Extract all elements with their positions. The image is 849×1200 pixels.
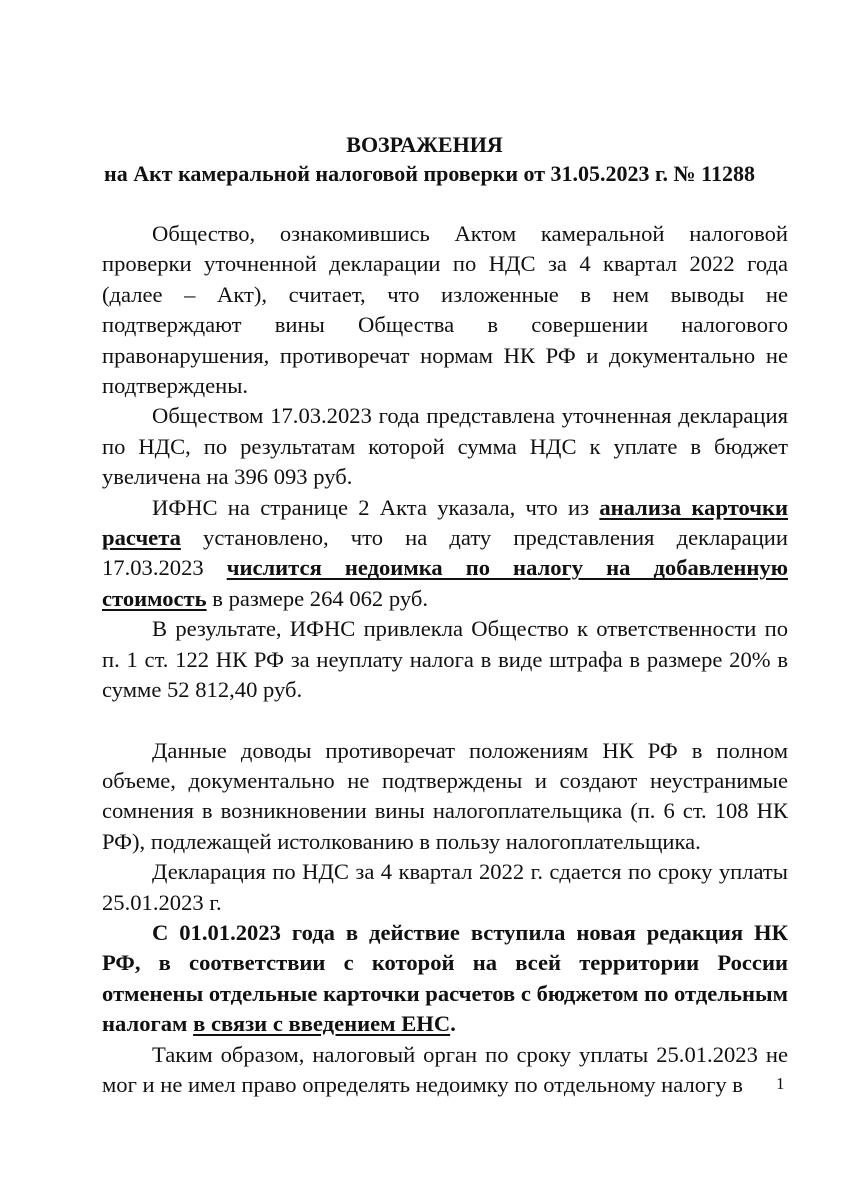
paragraph-7-bold: С 01.01.2023 года в действие вступила новая редакция НК РФ, в соответствии с которой на всей территории России отменены отдельные карточки расчетов с бюджетом по отдельным налогам [102,919,788,1037]
paragraph-3-text-c: установлено, что на дату представления декларации 17.03.2023 [102,525,788,581]
paragraph-6: Декларация по НДС за 4 квартал 2022 г. сдается по сроку уплаты 25.01.2023 г. [102,859,788,915]
paragraph-2: Обществом 17.03.2023 года представлена уточненная декларация по НДС, по результатам которой сумма НДС к уплате в бюджет увеличена на 396 093 руб. [102,403,788,490]
document-subtitle: на Акт камеральной налоговой проверки от 31.05.2023 г. № 11288 [104,161,755,186]
paragraph-5: Данные доводы противоречат положениям НК РФ в полном объеме, документально не подтверждены и создают неустранимые сомнения в возникновении вины налогоплательщика (п. 6 ст. 108 НК РФ), подлежащей истолкованию в пользу налогоплательщика. [102,737,788,854]
emphasis-arrears: числится недоимка по налогу на добавленную стоимость [102,555,788,611]
paragraph-3-text-a: ИФНС на странице 2 Акта указала, что из [152,494,600,520]
document-body [102,219,788,1100]
emphasis-ens: в связи с введением ЕНС [193,1011,451,1037]
paragraph-3 [102,493,788,615]
paragraph-1: Общество, ознакомившись Актом камеральной налоговой проверки уточненной декларации по НДС за 4 квартал 2022 года (далее – Акт), считает, что изложенные в нем выводы не подтверждают вины Общества в совершении налогового правонарушения, противоречат нормам НК РФ и документально не подтверждены. [102,221,788,399]
paragraph-4: В результате, ИФНС привлекла Общество к ответственности по п. 1 ст. 122 НК РФ за неуплату налога в виде штрафа в размере 20% в сумме 52 812,40 руб. [102,616,788,703]
page-number: 1 [776,1074,785,1093]
paragraph-3-text-e: в размере 264 062 руб. [206,585,429,611]
paragraph-7-end: . [450,1011,456,1037]
emphasis-card-analysis: анализа карточки расчета [102,494,788,551]
paragraph-7 [102,918,788,1040]
paragraph-8: Таким образом, налоговый орган по сроку уплаты 25.01.2023 не мог и не имел право определять недоимку по отдельному налогу в [102,1041,788,1097]
document-title: ВОЗРАЖЕНИЯ [346,132,503,157]
